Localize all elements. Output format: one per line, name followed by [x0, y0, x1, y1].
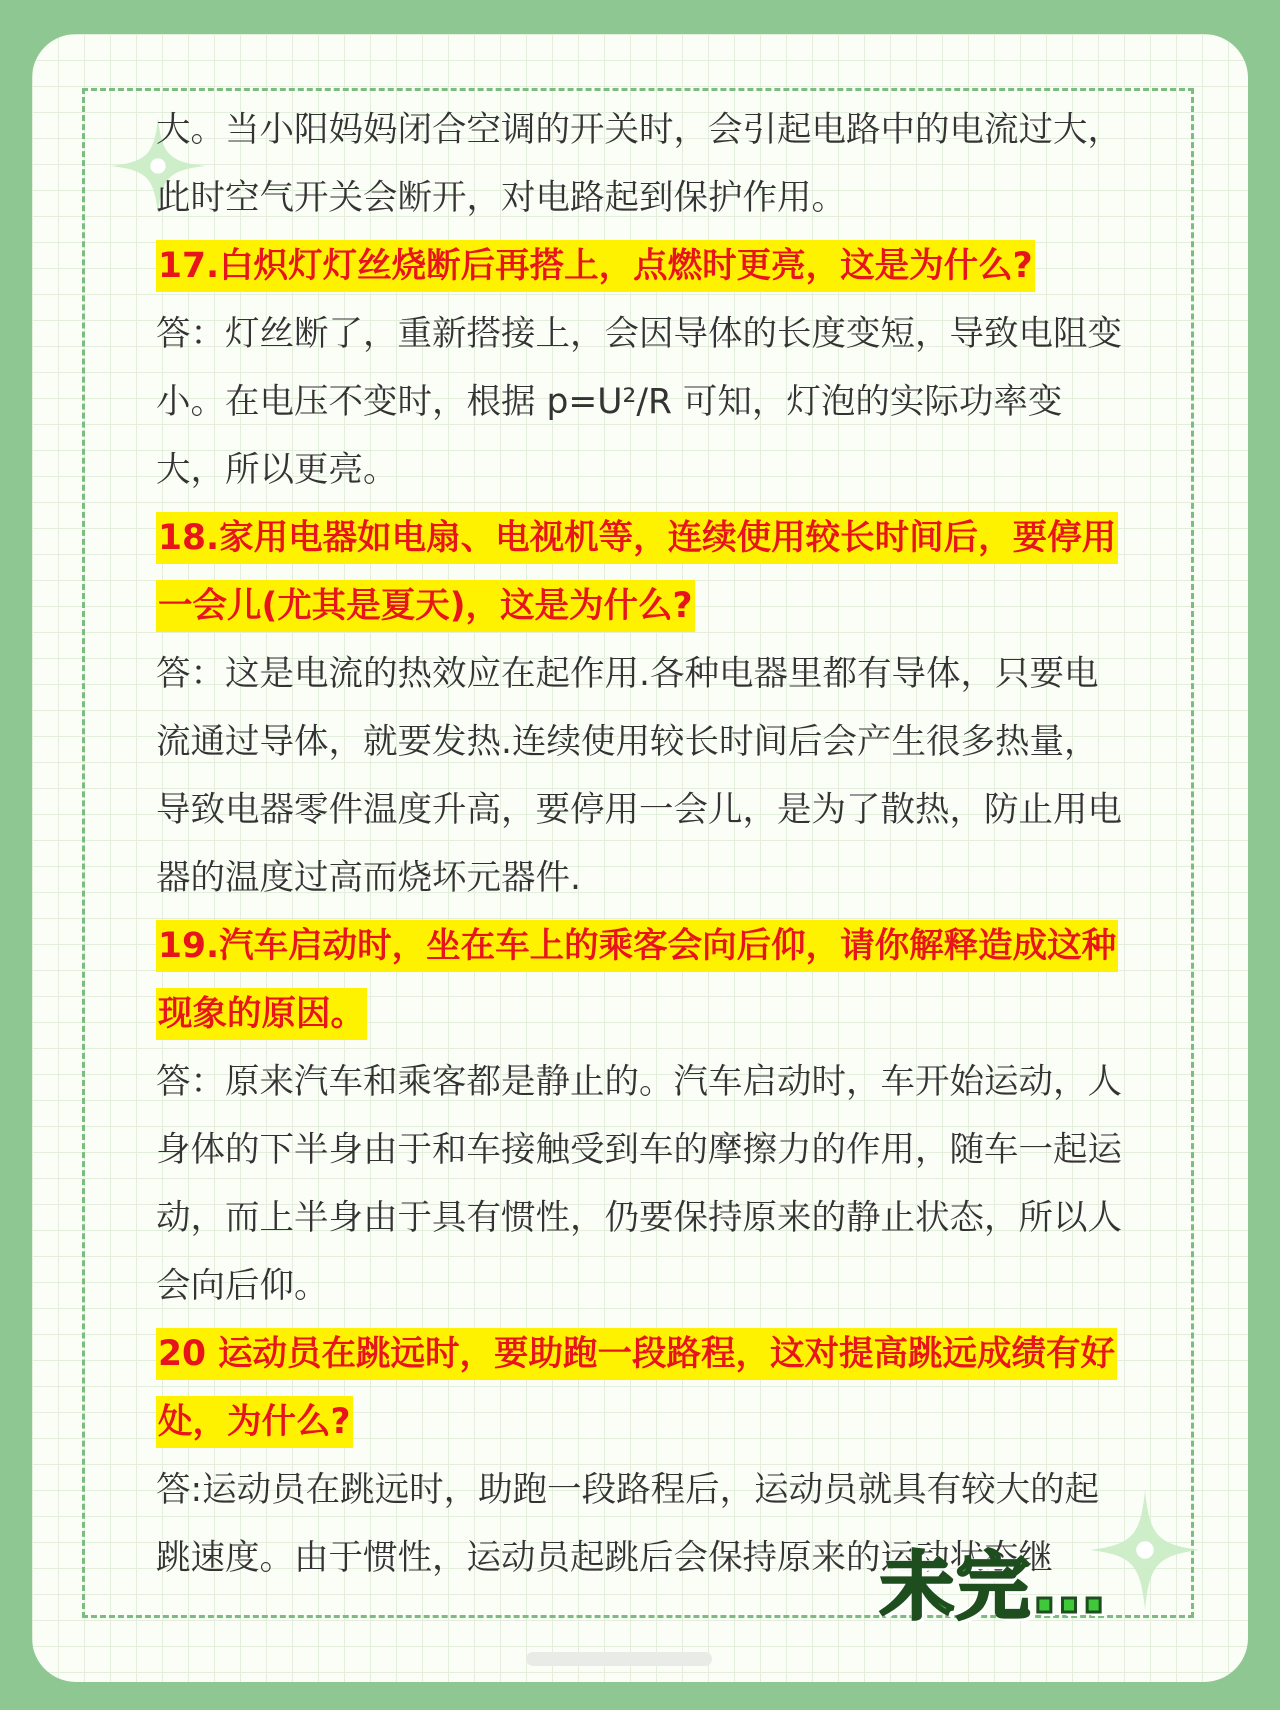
question-heading: 17.白炽灯灯丝烧断后再搭上，点燃时更亮，这是为什么?	[156, 232, 1126, 300]
answer-paragraph: 答：原来汽车和乘客都是静止的。汽车启动时，车开始运动，人身体的下半身由于和车接触受到车的摩擦力的作用，随车一起运动，而上半身由于具有惯性，仍要保持原来的静止状态，所以人会向后仰。	[156, 1062, 1122, 1306]
watermark-bar	[526, 1652, 712, 1666]
to-be-continued-sticker: 未完…	[880, 1544, 1108, 1630]
question-heading: 19.汽车启动时，坐在车上的乘客会向后仰，请你解释造成这种现象的原因。	[156, 912, 1126, 1048]
answer-paragraph: 答：这是电流的热效应在起作用.各种电器里都有导体，只要电流通过导体，就要发热.连续使用较长时间后会产生很多热量，导致电器零件温度升高，要停用一会儿，是为了散热，防止用电器的温度过高而烧坏元器件.	[156, 654, 1122, 898]
qa-content	[156, 96, 1126, 1592]
answer-paragraph: 答:运动员在跳远时，助跑一段路程后，运动员就具有较大的起跳速度。由于惯性，运动员起跳后会保持原来的运动状态继	[156, 1470, 1100, 1578]
answer-paragraph: 大。当小阳妈妈闭合空调的开关时，会引起电路中的电流过大，此时空气开关会断开，对电路起到保护作用。	[156, 110, 1122, 218]
question-heading: 18.家用电器如电扇、电视机等，连续使用较长时间后，要停用一会儿(尤其是夏天)，这是为什么?	[156, 504, 1126, 640]
question-heading: 20 运动员在跳远时，要助跑一段路程，这对提高跳远成绩有好处，为什么?	[156, 1320, 1126, 1456]
answer-paragraph: 答：灯丝断了，重新搭接上，会因导体的长度变短，导致电阻变小。在电压不变时，根据 p=U²/R 可知，灯泡的实际功率变大，所以更亮。	[156, 314, 1122, 490]
